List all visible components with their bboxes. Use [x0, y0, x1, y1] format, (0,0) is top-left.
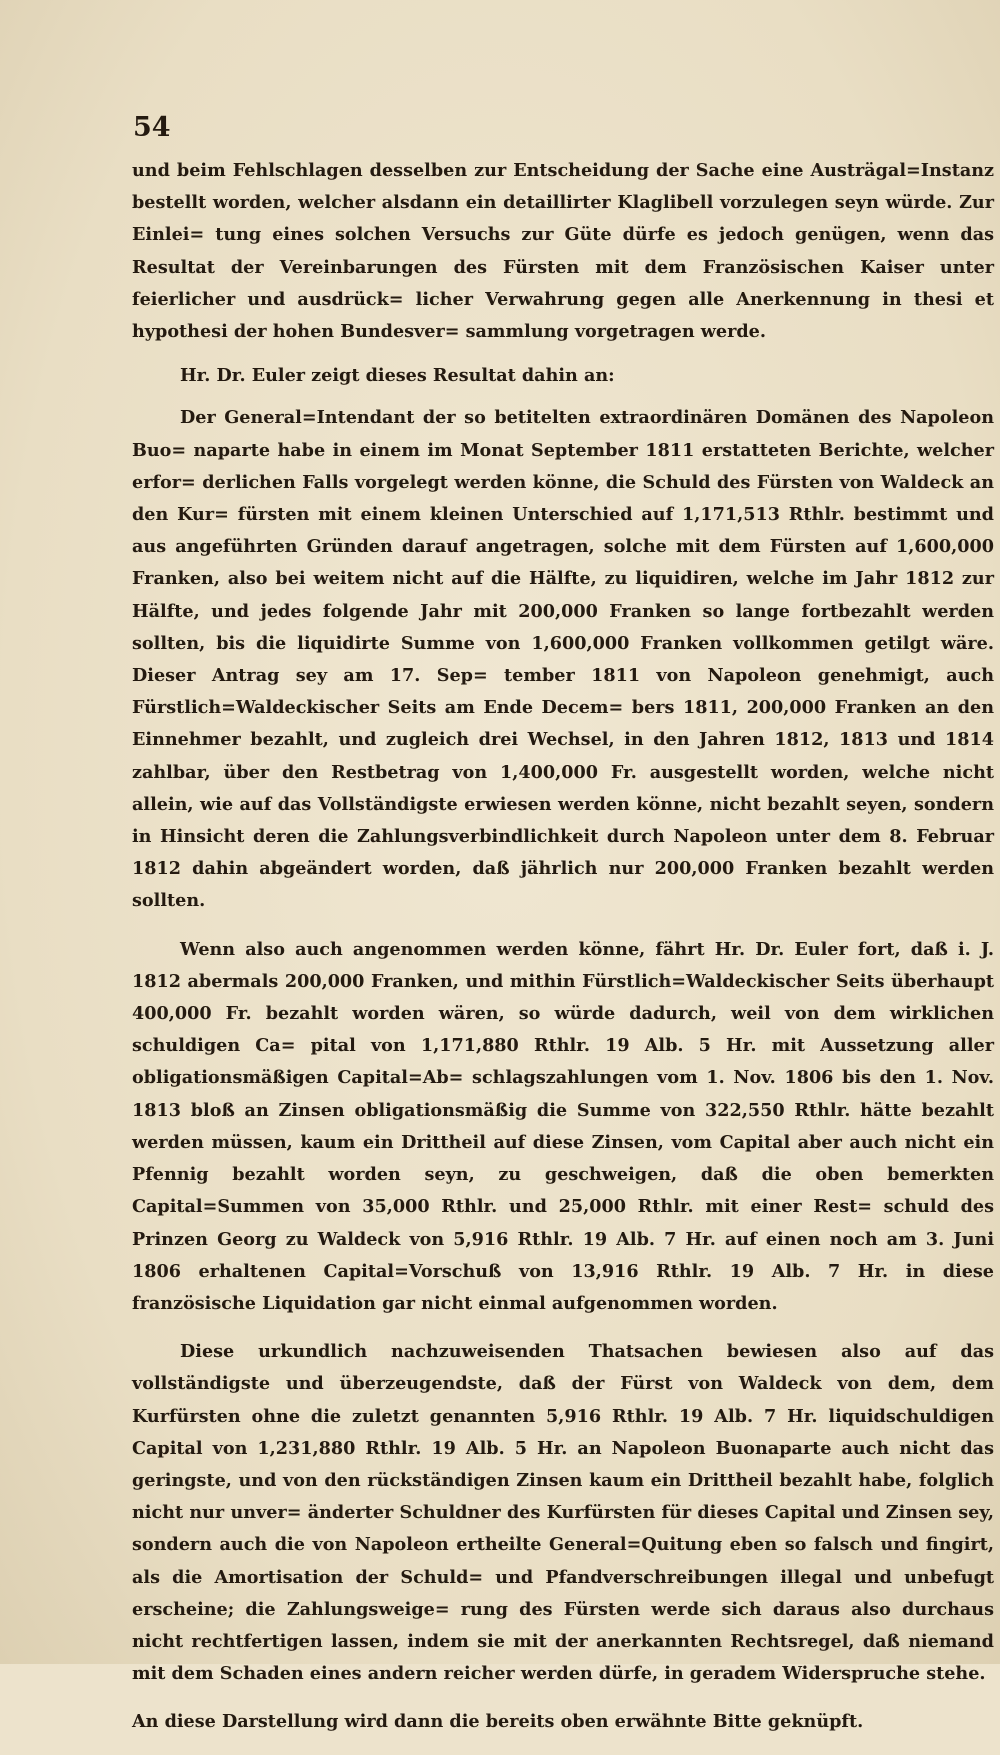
body-text — [132, 155, 994, 1755]
paragraph-general-intendant: Der General=Intendant der so betitelten extraordinären Domänen des Napoleon Buo= naparte habe in einem im Monat September 1811 erstatteten Berichte, welcher erfor= derlichen Falls vorgelegt werden könne, die Schuld des Fürsten von Waldeck an den Kur= fürsten mit einem kleinen Unterschied auf 1,171,513 Rthlr. bestimmt und aus angeführten Gründen darauf angetragen, solche mit dem Fürsten auf 1,600,000 Franken, also bei weitem nicht auf die Hälfte, zu liquidiren, welche im Jahr 1812 zur Hälfte, und jedes folgende Jahr mit 200,000 Franken so lange fortbezahlt werden sollten, bis die liquidirte Summe von 1,600,000 Franken vollkommen getilgt wäre. Dieser Antrag sey am 17. Sep= tember 1811 von Napoleon genehmigt, auch Fürstlich=Waldeckischer Seits am Ende Decem= bers 1811, 200,000 Franken an den Einnehmer bezahlt, und zugleich drei Wechsel, in den Jahren 1812, 1813 und 1814 zahlbar, über den Restbetrag von 1,400,000 Fr. ausgestellt worden, welche nicht allein, wie auf das Vollständigste erwiesen werden könne, nicht bezahlt seyen, sondern in Hinsicht deren die Zahlungsverbindlichkeit durch Napoleon unter dem 8. Februar 1812 dahin abgeändert worden, daß jährlich nur 200,000 Franken bezahlt werden sollten. — [132, 407, 994, 912]
paragraph-conclusion: Diese urkundlich nachzuweisenden Thatsachen bewiesen also auf das vollständigste und überzeugendste, daß der Fürst von Waldeck von dem, dem Kurfürsten ohne die zuletzt genannten 5,916 Rthlr. 19 Alb. 7 Hr. liquidschuldigen Capital von 1,231,880 Rthlr. 19 Alb. 5 Hr. an Napoleon Buonaparte auch nicht das geringste, und von den rückständigen Zinsen kaum ein Drittheil bezahlt habe, folglich nicht nur unver= änderter Schuldner des Kurfürsten für dieses Capital und Zinsen sey, sondern auch die von Napoleon ertheilte General=Quitung eben so falsch und fingirt, als die Amortisation der Schuld= und Pfandverschreibungen illegal und unbefugt erscheine; die Zahlungsweige= rung des Fürsten werde sich daraus also durchaus nicht rechtfertigen lassen, indem sie mit der anerkannten Rechtsregel, daß niemand mit dem Schaden eines andern reicher werden dürfe, in geradem Widerspruche stehe. — [132, 1341, 994, 1685]
page-number: 54 — [133, 112, 171, 143]
paragraph-continuation: und beim Fehlschlagen desselben zur Entscheidung der Sache eine Austrägal=Instanz bestellt worden, welcher alsdann ein detaillirter Klaglibell vorzulegen seyn würde. Zur Einlei= tung eines solchen Versuchs zur Güte dürfe es jedoch genügen, wenn das Resultat der Vereinbarungen des Fürsten mit dem Französischen Kaiser unter feierlicher und ausdrück= licher Verwahrung gegen alle Anerkennung in thesi et hypothesi der hohen Bundesver= sammlung vorgetragen werde. — [132, 160, 994, 343]
paragraph-euler-intro: Hr. Dr. Euler zeigt dieses Resultat dahin an: — [180, 365, 615, 387]
paragraph-euler-continues: Wenn also auch angenommen werden könne, fährt Hr. Dr. Euler fort, daß i. J. 1812 abermals 200,000 Franken, und mithin Fürstlich=Waldeckischer Seits überhaupt 400,000 Fr. bezahlt worden wären, so würde dadurch, weil von dem wirklichen schuldigen Ca= pital von 1,171,880 Rthlr. 19 Alb. 5 Hr. mit Aussetzung aller obligationsmäßigen Capital=Ab= schlagszahlungen vom 1. Nov. 1806 bis den 1. Nov. 1813 bloß an Zinsen obligationsmäßig die Summe von 322,550 Rthlr. hätte bezahlt werden müssen, kaum ein Drittheil auf diese Zinsen, vom Capital aber auch nicht ein Pfennig bezahlt worden seyn, zu geschweigen, daß die oben bemerkten Capital=Summen von 35,000 Rthlr. und 25,000 Rthlr. mit einer Rest= schuld des Prinzen Georg zu Waldeck von 5,916 Rthlr. 19 Alb. 7 Hr. auf einen noch am 3. Juni 1806 erhaltenen Capital=Vorschuß von 13,916 Rthlr. 19 Alb. 7 Hr. in diese französische Liquidation gar nicht einmal aufgenommen worden. — [132, 938, 994, 1314]
paragraph-closing: An diese Darstellung wird dann die bereits oben erwähnte Bitte geknüpft. — [132, 1711, 864, 1733]
